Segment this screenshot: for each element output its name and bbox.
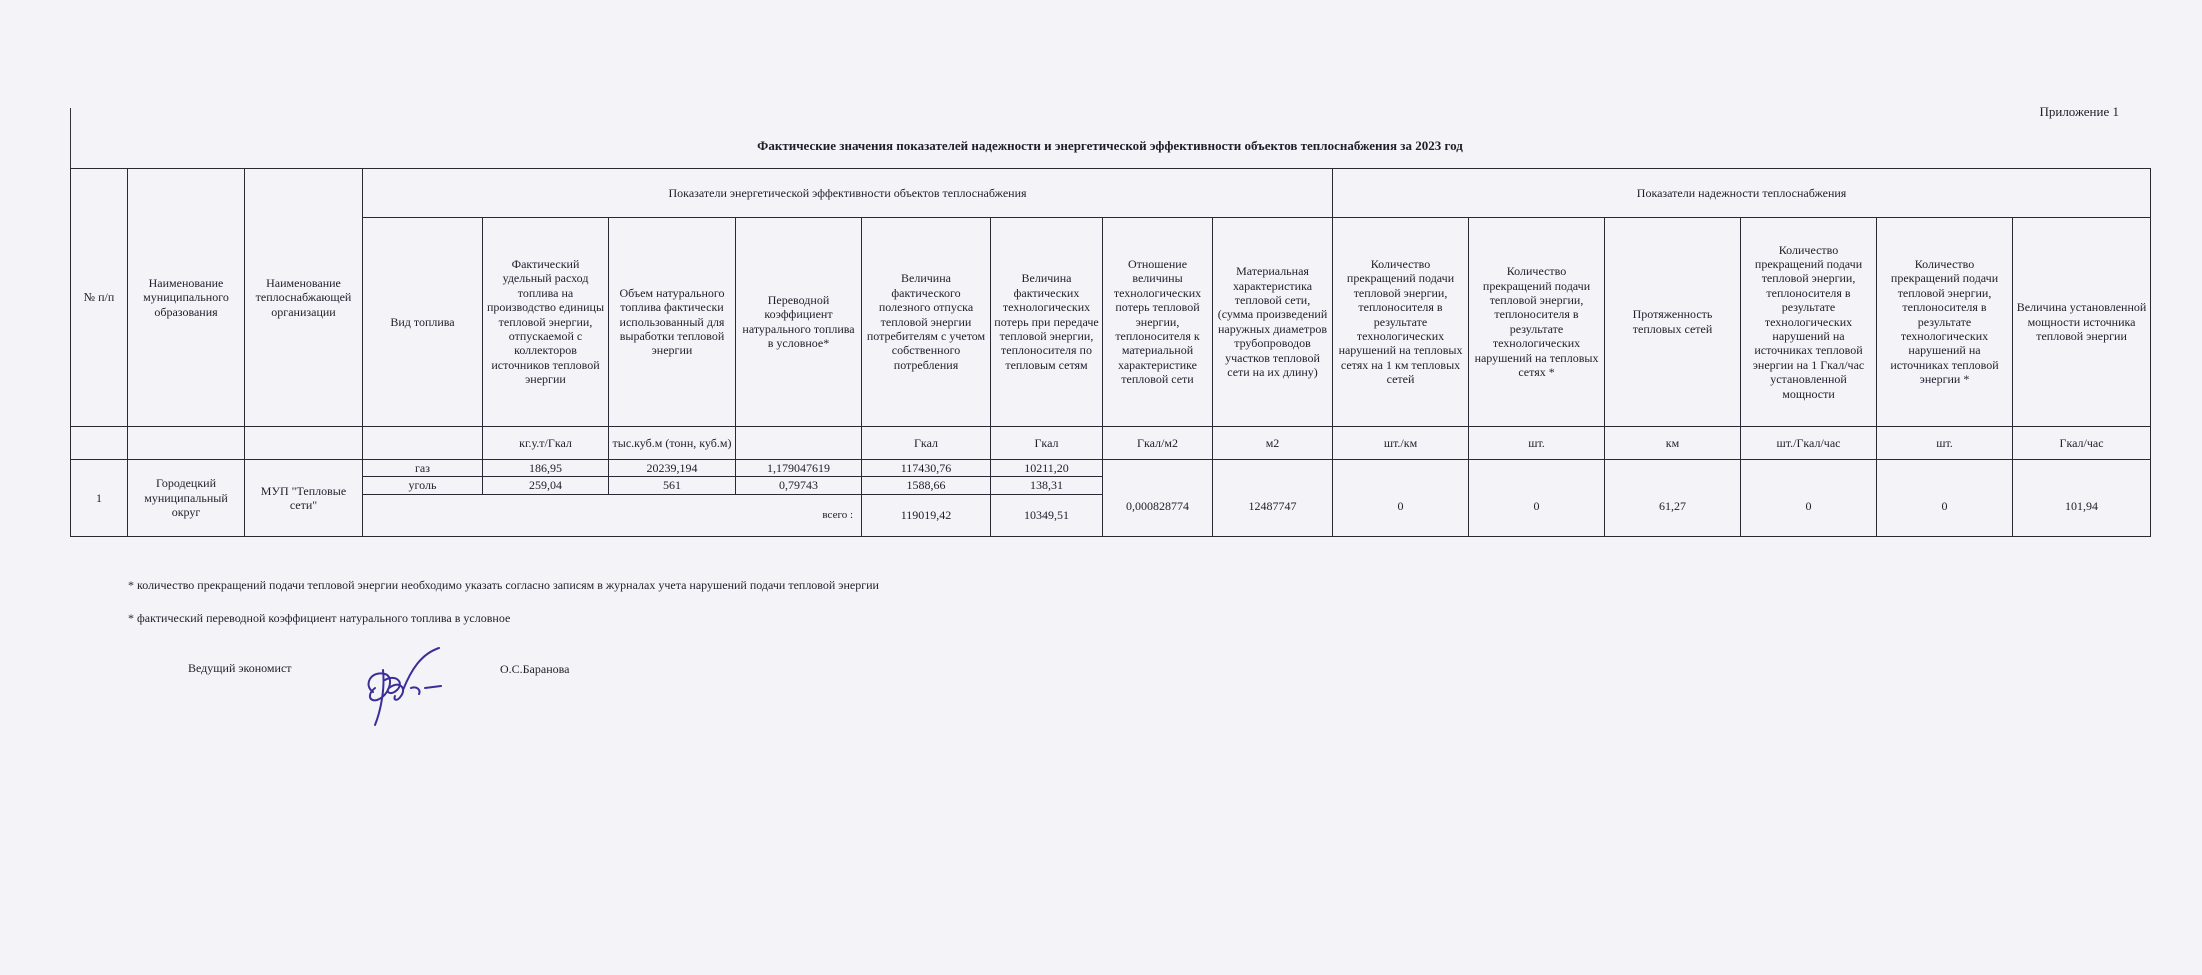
- header-interruptions-sources: Количество прекращений подачи тепловой энергии, теплоносителя в результате технологических нарушений на источниках тепловой энергии *: [1877, 217, 2013, 426]
- unit-interruptions-per-km: шт./км: [1333, 427, 1469, 460]
- length-value: 61,27: [1605, 477, 1741, 536]
- row-org: МУП "Тепловые сети": [245, 460, 363, 537]
- data-row-gas: [71, 460, 2151, 477]
- blank-cell: [2013, 460, 2151, 477]
- header-org: Наименование теплоснабжающей организации: [245, 169, 363, 427]
- signatory-role: Ведущий экономист: [188, 661, 292, 675]
- blank-cell: [1877, 460, 2013, 477]
- fuel-type-coal: уголь: [363, 477, 483, 494]
- unit-length: км: [1605, 427, 1741, 460]
- fuel-type-gas: газ: [363, 460, 483, 477]
- useful-supply-coal: 1588,66: [862, 477, 991, 494]
- header-material: Материальная характеристика тепловой сети, (сумма произведений наружных диаметров трубопроводов участков тепловой сети на их длину): [1213, 217, 1333, 426]
- conversion-coef-coal: 0,79743: [736, 477, 862, 494]
- header-specific-fuel: Фактический удельный расход топлива на производство единицы тепловой энергии, отпускаемой с коллекторов источников тепловой энергии: [483, 217, 609, 426]
- header-fuel-volume: Объем натурального топлива фактически использованный для выработки тепловой энергии: [609, 217, 736, 426]
- indicators-table: [70, 168, 2151, 537]
- annex-label: Приложение 1: [2039, 104, 2119, 119]
- handwritten-signature-icon: [355, 630, 465, 730]
- unit-interruptions-per-gcal: шт./Гкал/час: [1741, 427, 1877, 460]
- blank-cell: [1469, 460, 1605, 477]
- unit-useful-supply: Гкал: [862, 427, 991, 460]
- loss-ratio-value: 0,000828774: [1103, 477, 1213, 536]
- header-interruptions-networks: Количество прекращений подачи тепловой энергии, теплоносителя в результате технологических нарушений на тепловых сетях *: [1469, 217, 1605, 426]
- material-value: 12487747: [1213, 477, 1333, 536]
- group-energy-efficiency: Показатели энергетической эффективности объектов теплоснабжения: [363, 169, 1333, 218]
- header-conversion-coef: Переводной коэффициент натурального топлива в условное*: [736, 217, 862, 426]
- unit-material: м2: [1213, 427, 1333, 460]
- fuel-volume-gas: 20239,194: [609, 460, 736, 477]
- header-municipality: Наименование муниципального образования: [128, 169, 245, 427]
- total-losses: 10349,51: [991, 494, 1103, 536]
- frame-line: [70, 108, 71, 168]
- unit-empty: [363, 427, 483, 460]
- total-useful-supply: 119019,42: [862, 494, 991, 536]
- row-municipality: Городецкий муниципальный округ: [128, 460, 245, 537]
- header-row-columns: [71, 217, 2151, 426]
- unit-empty: [736, 427, 862, 460]
- units-row: [71, 427, 2151, 460]
- unit-specific-fuel: кг.у.т/Гкал: [483, 427, 609, 460]
- unit-losses: Гкал: [991, 427, 1103, 460]
- unit-capacity: Гкал/час: [2013, 427, 2151, 460]
- unit-interruptions-networks: шт.: [1469, 427, 1605, 460]
- header-fuel-type: Вид топлива: [363, 217, 483, 426]
- unit-empty: [128, 427, 245, 460]
- interruptions-networks-value: 0: [1469, 477, 1605, 536]
- useful-supply-gas: 117430,76: [862, 460, 991, 477]
- header-num: № п/п: [71, 169, 128, 427]
- unit-fuel-volume: тыс.куб.м (тонн, куб.м): [609, 427, 736, 460]
- group-reliability: Показатели надежности теплоснабжения: [1333, 169, 2151, 218]
- blank-cell: [1333, 460, 1469, 477]
- blank-cell: [1213, 460, 1333, 477]
- header-loss-ratio: Отношение величины технологических потерь тепловой энергии, теплоносителя к материальной характеристике тепловой сети: [1103, 217, 1213, 426]
- header-row-groups: [71, 169, 2151, 218]
- blank-cell: [1741, 460, 1877, 477]
- document-title: Фактические значения показателей надежности и энергетической эффективности объектов теплоснабжения за 2023 год: [757, 138, 1463, 153]
- signatory-name: О.С.Баранова: [500, 662, 570, 676]
- header-interruptions-per-km: Количество прекращений подачи тепловой энергии, теплоносителя в результате технологических нарушений на тепловых сетях на 1 км тепловых сетей: [1333, 217, 1469, 426]
- interruptions-per-gcal-value: 0: [1741, 477, 1877, 536]
- unit-loss-ratio: Гкал/м2: [1103, 427, 1213, 460]
- losses-gas: 10211,20: [991, 460, 1103, 477]
- header-losses: Величина фактических технологических потерь при передаче тепловой энергии, теплоносителя по тепловым сетям: [991, 217, 1103, 426]
- blank-cell: [1605, 460, 1741, 477]
- header-interruptions-per-gcal: Количество прекращений подачи тепловой энергии, теплоносителя в результате технологических нарушений на источниках тепловой энергии на 1 Гкал/час установленной мощности: [1741, 217, 1877, 426]
- header-length: Протяженность тепловых сетей: [1605, 217, 1741, 426]
- unit-interruptions-sources: шт.: [1877, 427, 2013, 460]
- interruptions-sources-value: 0: [1877, 477, 2013, 536]
- interruptions-per-km-value: 0: [1333, 477, 1469, 536]
- specific-fuel-coal: 259,04: [483, 477, 609, 494]
- footnote-interruptions: * количество прекращений подачи тепловой энергии необходимо указать согласно записям в журналах учета нарушений подачи тепловой энергии: [128, 578, 879, 592]
- header-useful-supply: Величина фактического полезного отпуска тепловой энергии потребителям с учетом собственного потребления: [862, 217, 991, 426]
- data-row-coal: [71, 477, 2151, 494]
- fuel-volume-coal: 561: [609, 477, 736, 494]
- unit-empty: [245, 427, 363, 460]
- losses-coal: 138,31: [991, 477, 1103, 494]
- row-num: 1: [71, 460, 128, 537]
- capacity-value: 101,94: [2013, 477, 2151, 536]
- specific-fuel-gas: 186,95: [483, 460, 609, 477]
- unit-empty: [71, 427, 128, 460]
- total-label: всего :: [363, 494, 862, 536]
- conversion-coef-gas: 1,179047619: [736, 460, 862, 477]
- header-capacity: Величина установленной мощности источника тепловой энергии: [2013, 217, 2151, 426]
- blank-cell: [1103, 460, 1213, 477]
- footnote-coefficient: * фактический переводной коэффициент натурального топлива в условное: [128, 611, 511, 625]
